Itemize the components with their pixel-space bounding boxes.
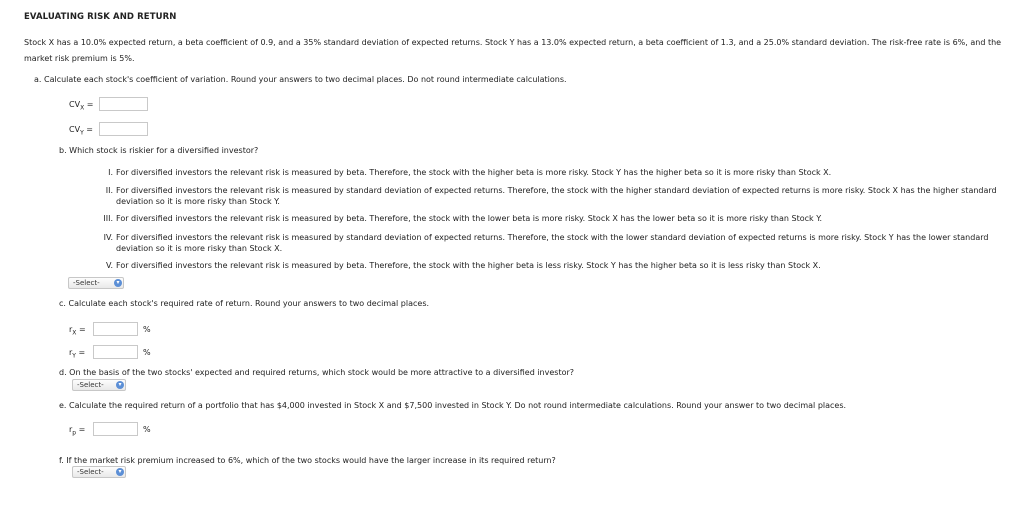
rx-percent-unit: % (143, 325, 151, 334)
select-f-value: -Select- (77, 468, 104, 476)
cvx-equals: = (86, 100, 94, 109)
rp-equals: = (78, 425, 86, 434)
rx-symbol: r (69, 325, 73, 334)
chevron-down-icon: ▾ (116, 468, 124, 476)
ry-subscript: Y (72, 352, 76, 360)
question-f: f. If the market risk premium increased to 6%, which of the two stocks would have the larger increase in its required return? (59, 456, 556, 465)
cvx-input[interactable] (99, 97, 148, 111)
option-number: I. (108, 168, 113, 177)
rx-subscript: X (72, 329, 77, 337)
ry-equals: = (78, 348, 86, 357)
ry-percent-unit: % (143, 348, 151, 357)
rp-percent-unit: % (143, 425, 151, 434)
option-text: For diversified investors the relevant risk is measured by standard deviation of expected returns. Therefore, the stock with the lower standard deviation of expected returns is more risky. Stock Y has the lower standard deviation so it is more risky than Stock X. (116, 233, 989, 253)
chevron-down-icon: ▾ (116, 381, 124, 389)
question-b: b. Which stock is riskier for a diversified investor? (59, 146, 259, 155)
rx-input[interactable] (93, 322, 138, 336)
problem-intro: Stock X has a 10.0% expected return, a beta coefficient of 0.9, and a 35% standard deviation of expected returns. Stock Y has a 13.0% expected return, a beta coefficient of 1.3, and a 25.0% standard deviation. The risk-free rate is 6%, and the market risk premium is 5%. (24, 38, 1002, 63)
option-text: For diversified investors the relevant risk is measured by beta. Therefore, the stock with the lower beta is more risky. Stock X has the lower beta so it is more risky than Stock Y. (116, 214, 822, 223)
question-c: c. Calculate each stock's required rate of return. Round your answers to two decimal places. (59, 299, 430, 308)
option-number: II. (105, 186, 113, 195)
rx-equals: = (78, 325, 86, 334)
ry-symbol: r (69, 348, 73, 357)
cvy-input[interactable] (99, 122, 148, 136)
option-number: III. (103, 214, 113, 223)
rp-input[interactable] (93, 422, 138, 436)
cvy-subscript: Y (80, 129, 84, 137)
option-number: V. (106, 261, 113, 270)
question-a: a. Calculate each stock's coefficient of variation. Round your answers to two decimal places. Do not round intermediate calculations. (34, 75, 567, 84)
select-d-dropdown[interactable] (72, 379, 126, 391)
cvx-label (69, 100, 93, 112)
option-number: IV. (103, 233, 113, 242)
rp-symbol: r (69, 425, 73, 434)
select-f-dropdown[interactable] (72, 466, 126, 478)
select-b-value: -Select- (73, 279, 100, 287)
cvx-symbol: CV (69, 100, 81, 109)
ry-input[interactable] (93, 345, 138, 359)
option-text: For diversified investors the relevant risk is measured by standard deviation of expected returns. Therefore, the stock with the higher standard deviation of expected returns is more risky. Stock X has the higher standard deviation so it is more risky than Stock Y. (116, 186, 997, 206)
page-title: EVALUATING RISK AND RETURN (24, 12, 177, 22)
cvy-symbol: CV (69, 125, 81, 134)
chevron-down-icon: ▾ (114, 279, 122, 287)
question-e: e. Calculate the required return of a portfolio that has $4,000 invested in Stock X and $7,500 invested in Stock Y. Do not round intermediate calculations. Round your answer to two decimal places. (59, 401, 847, 410)
question-d: d. On the basis of the two stocks' expected and required returns, which stock would be more attractive to a diversified investor? (59, 368, 575, 377)
rp-label (69, 425, 85, 437)
select-b-dropdown[interactable] (68, 277, 124, 289)
cvy-label (69, 125, 93, 137)
cvx-subscript: X (80, 104, 85, 112)
ry-label (69, 348, 85, 360)
option-text: For diversified investors the relevant risk is measured by beta. Therefore, the stock with the higher beta is more risky. Stock Y has the higher beta so it is more risky than Stock X. (116, 168, 832, 177)
select-d-value: -Select- (77, 381, 104, 389)
option-text: For diversified investors the relevant risk is measured by beta. Therefore, the stock with the higher beta is less risky. Stock Y has the higher beta so it is less risky than Stock X. (116, 261, 821, 270)
rp-subscript: p (72, 429, 77, 437)
rx-label (69, 325, 86, 337)
cvy-equals: = (86, 125, 93, 134)
